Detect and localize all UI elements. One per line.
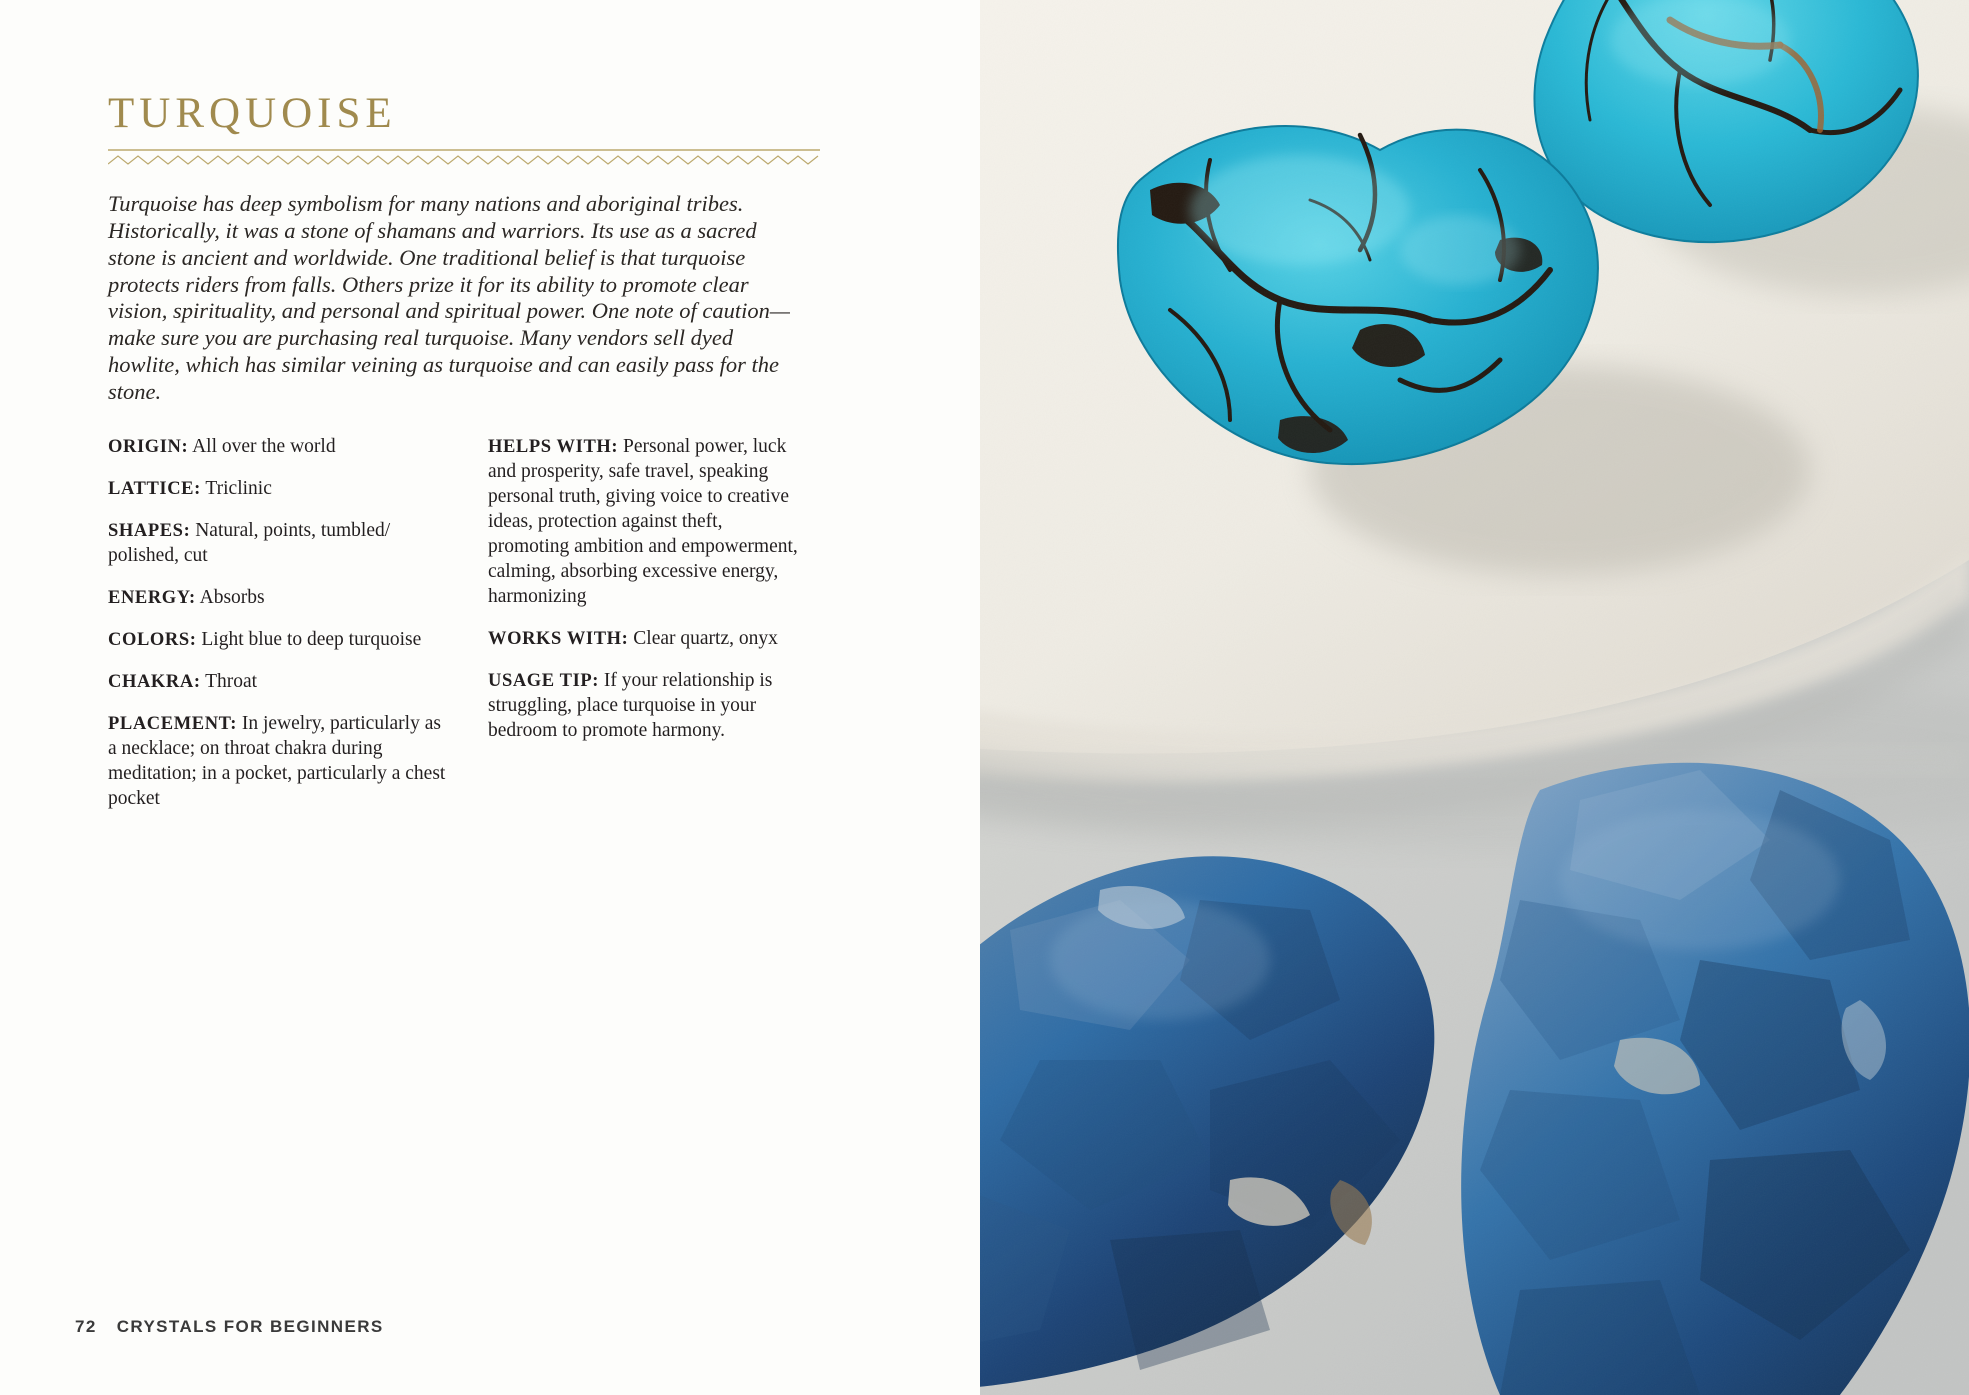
page-content	[108, 90, 828, 829]
photo-page	[980, 0, 1969, 1395]
field-shapes	[108, 519, 448, 569]
field-placement	[108, 712, 448, 812]
attribute-columns	[108, 435, 828, 828]
field-label: HELPS WITH:	[488, 437, 619, 458]
field-origin	[108, 435, 448, 460]
text-page	[0, 0, 980, 1395]
field-colors	[108, 628, 448, 653]
field-label: WORKS WITH:	[488, 629, 629, 650]
field-label: USAGE TIP:	[488, 671, 600, 692]
field-label: ENERGY:	[108, 588, 196, 609]
attributes-right-column	[488, 435, 798, 828]
intro-paragraph: Turquoise has deep symbolism for many nations and aboriginal tribes. Historically, it was a stone of shamans and warriors. Its use as a sacred stone is ancient and worldwide. One traditional belief is that turquoise protects riders from falls. Others prize it for its ability to promote clear vision, spirituality, and personal and spiritual power. One note of caution—make sure you are purchasing real turquoise. Many vendors sell dyed howlite, which has similar veining as turquoise and can easily pass for the stone.	[108, 191, 790, 404]
crystal-photograph	[980, 0, 1969, 1395]
folio-number: 72	[75, 1317, 97, 1336]
field-value: Clear quartz, onyx	[633, 628, 778, 650]
field-works-with	[488, 627, 798, 652]
field-label: CHAKRA:	[108, 672, 201, 693]
folio-title: CRYSTALS FOR BEGINNERS	[116, 1317, 384, 1336]
field-value: Absorbs	[199, 587, 265, 609]
field-label: ORIGIN:	[108, 437, 189, 458]
field-label: LATTICE:	[108, 479, 201, 500]
field-value: Throat	[205, 671, 258, 693]
decorative-rule	[108, 147, 820, 169]
field-energy	[108, 586, 448, 611]
field-value: In jewelry, particularly as a necklace; on throat chakra during meditation; in a pocket, particularly a chest pocket	[108, 713, 446, 809]
field-value: All over the world	[192, 436, 336, 458]
field-value: Triclinic	[205, 478, 272, 500]
attributes-left-column	[108, 435, 488, 828]
page-footer	[75, 1317, 384, 1337]
field-helps-with	[488, 435, 798, 610]
field-label: COLORS:	[108, 630, 197, 651]
field-lattice	[108, 477, 448, 502]
field-value: Natural, points, tumbled/ polished, cut	[108, 520, 391, 567]
field-value: If your relationship is struggling, place turquoise in your bedroom to promote harmony.	[488, 670, 773, 741]
page-title: TURQUOISE	[108, 90, 397, 137]
field-chakra	[108, 670, 448, 695]
field-label: SHAPES:	[108, 521, 191, 542]
field-label: PLACEMENT:	[108, 714, 237, 735]
field-value: Light blue to deep turquoise	[201, 629, 422, 651]
field-value: Personal power, luck and prosperity, safe travel, speaking personal truth, giving voice to creative ideas, protection against theft, promoting ambition and empowerment, calming, absorbing excessive energy, harmonizing	[488, 436, 798, 608]
field-usage-tip	[488, 669, 798, 744]
